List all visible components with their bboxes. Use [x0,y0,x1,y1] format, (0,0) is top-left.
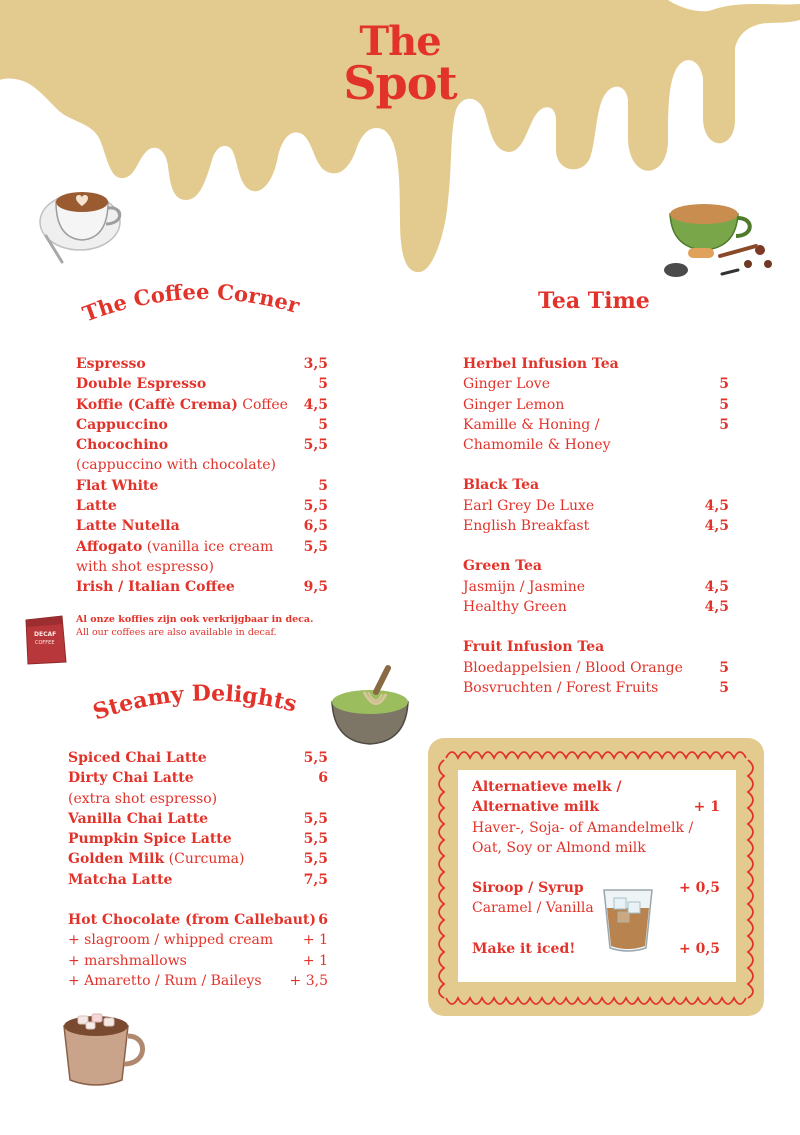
addon-row: + Amaretto / Rum / Baileys + 3,5 [68,972,328,989]
menu-row: Bloedappelsien / Blood Orange 5 [463,659,729,676]
svg-text:Steamy Delights [90,680,299,725]
alt-milk-desc-1: Haver-, Soja- of Amandelmelk / [472,819,694,836]
matcha-bowl-icon [328,664,414,748]
brand-logo [330,18,470,110]
syrup-row: Siroop / Syrup + 0,5 [472,880,720,897]
brand-line-2: Spot [343,56,457,110]
menu-row: Flat White 5 [76,477,328,494]
iced-drink-icon [598,884,658,954]
steamy-menu [68,748,328,991]
menu-row: Vanilla Chai Latte 5,5 [68,810,328,827]
coffee-menu [76,354,328,598]
tea-title: Tea Time [538,288,650,314]
menu-row: Latte 5,5 [76,498,328,515]
menu-row: Pumpkin Spice Latte 5,5 [68,831,328,848]
alt-milk-desc-2: Oat, Soy or Almond milk [472,839,646,856]
menu-row: with shot espresso) [76,558,214,575]
decaf-bag-label-1: DECAF [34,631,57,638]
coffee-heading [78,276,328,336]
decaf-bag-label-2: COFFEE [35,640,55,646]
menu-row: English Breakfast 4,5 [463,518,729,535]
extras-menu [472,777,720,959]
coffee-cup-icon [36,176,128,268]
menu-row: Dirty Chai Latte 6 [68,770,328,787]
alt-milk-row: Alternative milk + 1 [472,799,720,816]
menu-row: Jasmijn / Jasmine 4,5 [463,578,729,595]
tea-menu [463,354,729,698]
decaf-note-en: All our coffees are also available in decaf. [76,627,277,638]
menu-row: Kamille & Honing / 5 [463,416,729,433]
svg-text:The Coffee Corner [79,279,303,327]
menu-row: Ginger Love 5 [463,376,729,393]
hot-chocolate-mug-icon [56,1006,152,1090]
tea-cup-icon [660,190,778,286]
menu-row: Earl Grey De Luxe 4,5 [463,497,729,514]
menu-row: Cappuccino 5 [76,416,328,433]
menu-row: Irish / Italian Coffee 9,5 [76,579,328,596]
tea-group-title: Fruit Infusion Tea [463,639,605,656]
addon-row: + slagroom / whipped cream + 1 [68,932,328,949]
hot-chocolate-row: Hot Chocolate (from Callebaut) 6 [68,912,328,929]
menu-row: Healthy Green 4,5 [463,598,729,615]
steamy-heading [90,676,320,732]
menu-row: Bosvruchten / Forest Fruits 5 [463,679,729,696]
menu-row: Double Espresso 5 [76,376,328,393]
steamy-title: Steamy Delights [90,680,300,726]
menu-row: Ginger Lemon 5 [463,396,729,413]
menu-row: Latte Nutella 6,5 [76,518,328,535]
coffee-title: The Coffee Corner [79,278,303,327]
menu-row: Spiced Chai Latte 5,5 [68,750,328,766]
decaf-note-nl: Al onze koffies zijn ook verkrijgbaar in deca. [76,614,314,625]
menu-row: Chamomile & Honey [463,437,611,454]
menu-row: Chocochino 5,5 [76,437,328,454]
decaf-bag-icon [22,614,68,666]
menu-row: (extra shot espresso) [68,790,218,807]
decaf-note [76,613,313,639]
menu-row: Koffie (Caffè Crema) Coffee 4,5 [76,396,328,413]
tea-group-title: Green Tea [463,558,542,575]
alt-milk-title-1: Alternatieve melk / [472,779,622,795]
brand-line-1: The [359,18,441,65]
menu-row: (cappuccino with chocolate) [76,457,276,474]
menu-row: Matcha Latte 7,5 [68,871,328,888]
tea-group-title: Herbel Infusion Tea [463,356,619,372]
menu-row: Espresso 3,5 [76,356,328,372]
tea-group-title: Black Tea [463,477,540,494]
iced-row: Make it iced! + 0,5 [472,940,720,957]
menu-row: Golden Milk (Curcuma) 5,5 [68,851,328,868]
menu-row: Affogato (vanilla ice cream 5,5 [76,538,328,555]
addon-row: + marshmallows + 1 [68,952,328,969]
syrup-desc: Caramel / Vanilla [472,900,594,917]
